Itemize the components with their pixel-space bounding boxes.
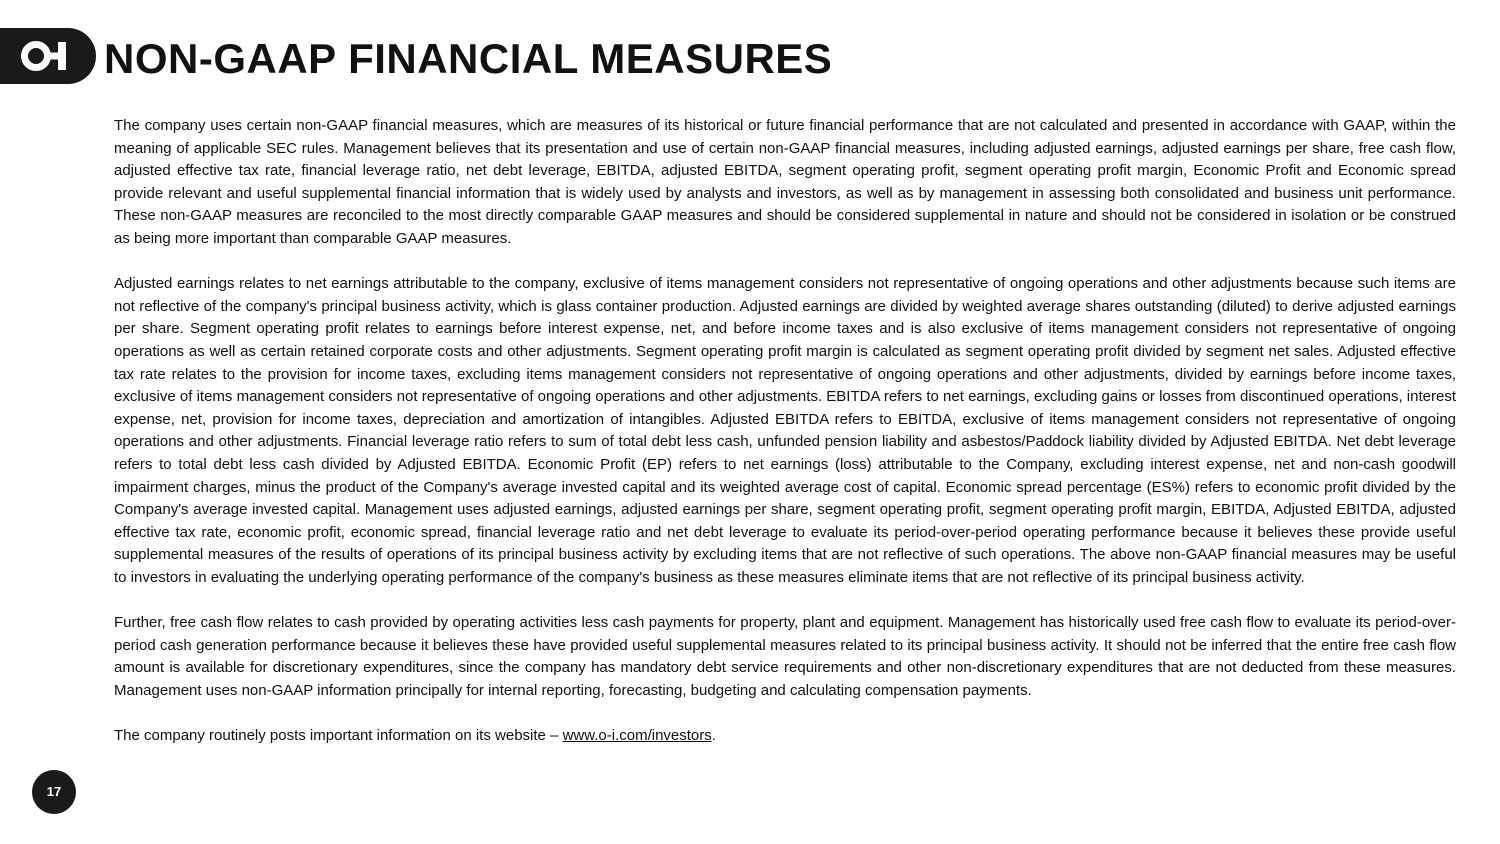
paragraph-free-cash-flow: Further, free cash flow relates to cash provided by operating activities less cash payments for property, plant and equipment. Management has historically used free cash flow to evaluate its period-over-period cash generation performance because it believes these have provided useful supplemental measures related to its principal business activity. It should not be inferred that the entire free cash flow amount is available for discretionary expenditures, since the company has mandatory debt service requirements and other non-discretionary expenditures that are not deducted from these measures. Management uses non-GAAP information principally for internal reporting, forecasting, budgeting and calculating compensation payments. <box>114 614 1456 699</box>
body-content <box>114 115 1456 748</box>
page-number-badge: 17 <box>32 770 76 814</box>
website-notice-text: The company routinely posts important information on its website – <box>114 727 563 745</box>
paragraph-adjusted-earnings: Adjusted earnings relates to net earnings attributable to the company, exclusive of items management considers not representative of ongoing operations and other adjustments because such items are not reflective of the company's principal business activity, which is glass container production. Adjusted earnings are divided by weighted average shares outstanding (diluted) to derive adjusted earnings per share. Segment operating profit relates to earnings before interest expense, net, and before income taxes and is also exclusive of items management considers not representative of ongoing operations as well as certain retained corporate costs and other adjustments. Segment operating profit margin is calculated as segment operating profit divided by segment net sales. Adjusted effective tax rate relates to the provision for income taxes, excluding items management considers not representative of ongoing operations and other adjustments, divided by earnings before income taxes, exclusive of items management considers not representative of ongoing operations and other adjustments. EBITDA refers to net earnings, excluding gains or losses from discontinued operations, interest expense, net, provision for income taxes, depreciation and amortization of intangibles. Adjusted EBITDA refers to EBITDA, exclusive of items management considers not representative of ongoing operations and other adjustments. Financial leverage ratio refers to sum of total debt less cash, unfunded pension liability and asbestos/Paddock liability divided by Adjusted EBITDA. Net debt leverage refers to total debt less cash divided by Adjusted EBITDA. Economic Profit (EP) refers to net earnings (loss) attributable to the Company, excluding interest expense, net and non-cash goodwill impairment charges, minus the product of the Company's average invested capital and its weighted average cost of capital. Economic spread percentage (ES%) refers to economic profit divided by the Company's average invested capital. Management uses adjusted earnings, adjusted earnings per share, segment operating profit, segment operating profit margin, EBITDA, Adjusted EBITDA, adjusted effective tax rate, economic profit, economic spread, financial leverage ratio and net debt leverage to evaluate its period-over-period operating performance because it believes these provide useful supplemental measures of the results of operations of its principal business activity by excluding items that are not reflective of such operations. The above non-GAAP financial measures may be useful to investors in evaluating the underlying operating performance of the company's business as these measures eliminate items that are not reflective of its principal business activity. <box>114 275 1456 586</box>
o-i-logo-icon <box>20 40 78 72</box>
company-logo <box>0 28 96 84</box>
page-title: NON-GAAP FINANCIAL MEASURES <box>104 35 833 82</box>
website-notice-period: . <box>711 727 716 745</box>
paragraph-non-gaap-intro: The company uses certain non-GAAP financial measures, which are measures of its historical or future financial performance that are not calculated and presented in accordance with GAAP, within the meaning of applicable SEC rules. Management believes that its presentation and use of certain non-GAAP financial measures, including adjusted earnings, adjusted earnings per share, free cash flow, adjusted effective tax rate, financial leverage ratio, net debt leverage, EBITDA, adjusted EBITDA, segment operating profit, segment operating profit margin, Economic Profit and Economic spread provide relevant and useful supplemental financial information that is widely used by analysts and investors, as well as by management in assessing both consolidated and business unit performance. These non-GAAP measures are reconciled to the most directly comparable GAAP measures and should be considered supplemental in nature and should not be considered in isolation or be construed as being more important than comparable GAAP measures. <box>114 117 1456 247</box>
paragraph-website-notice <box>114 725 1456 748</box>
investors-website-link[interactable]: www.o-i.com/investors <box>562 727 712 745</box>
